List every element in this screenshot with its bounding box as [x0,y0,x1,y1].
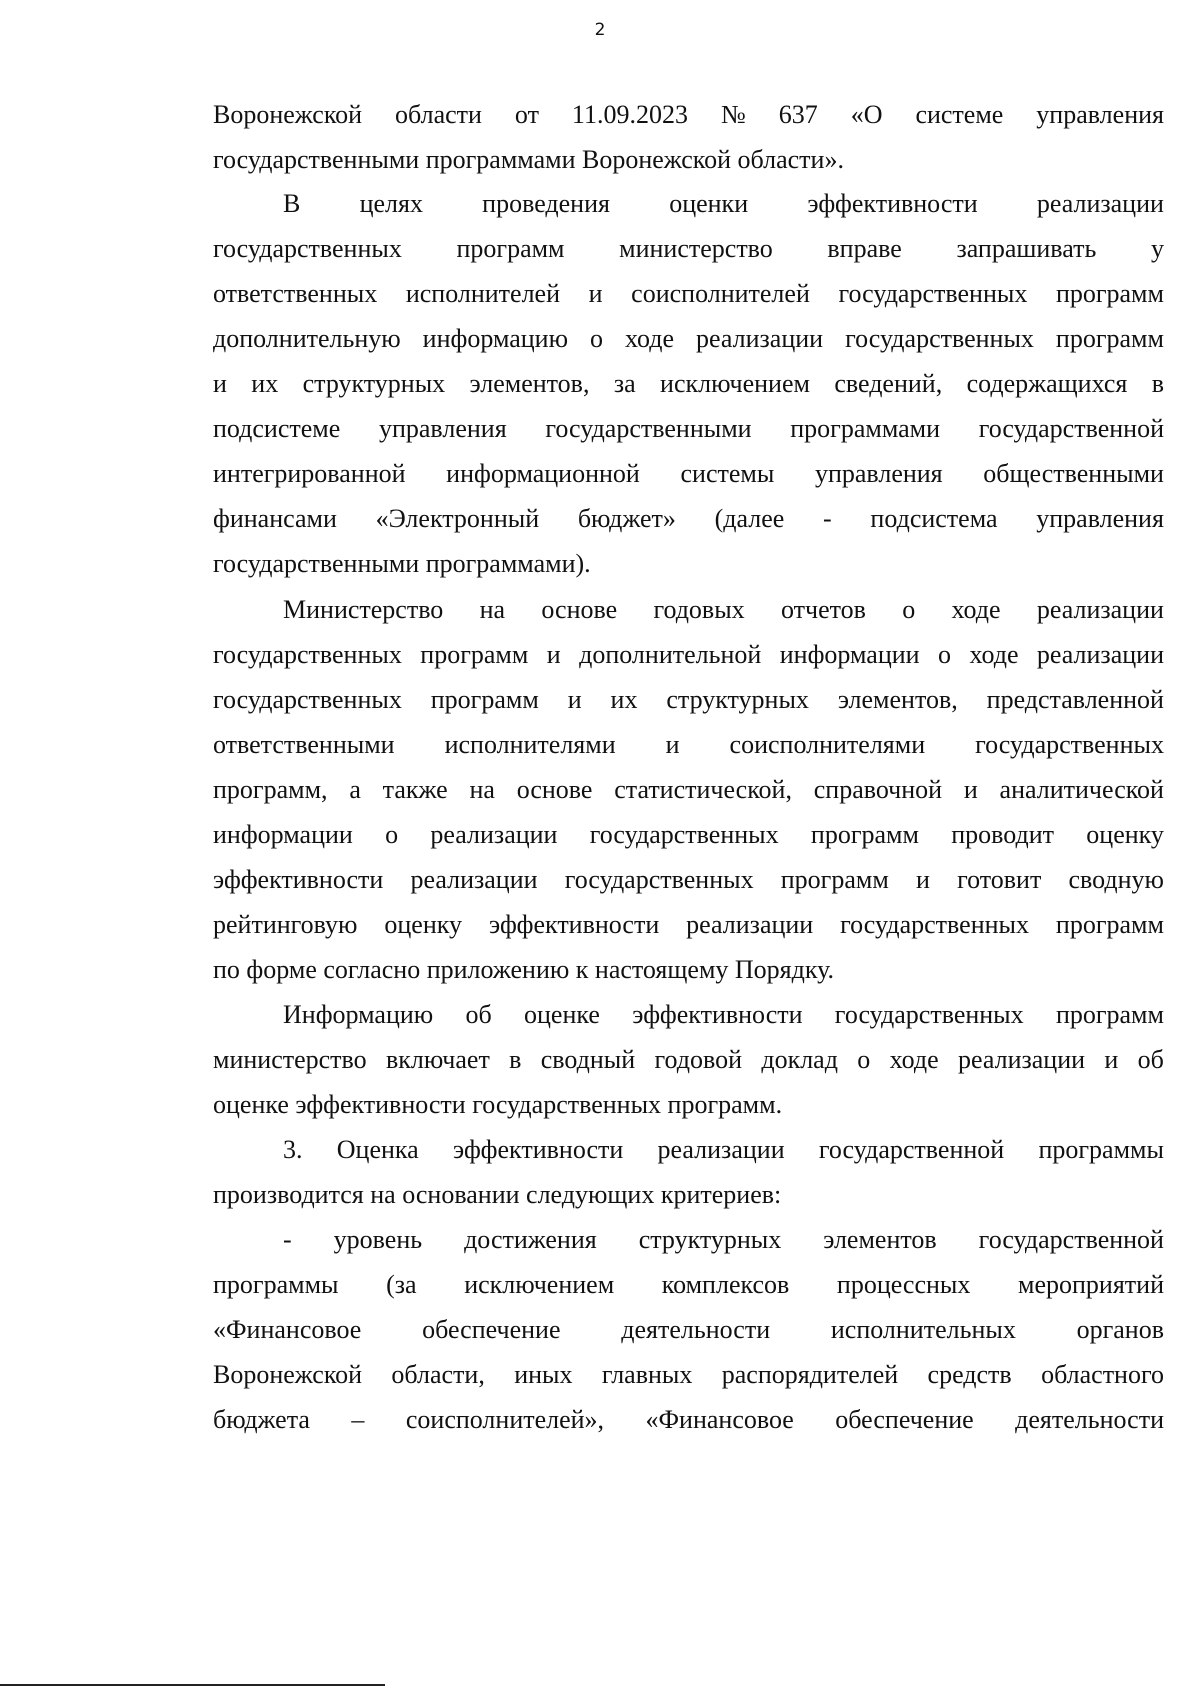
word: интегрированной [213,459,406,488]
word: управления [814,459,943,488]
word: государственных [589,820,779,849]
word: государственных [845,324,1034,353]
text-line [213,459,1164,489]
word: и [213,369,227,398]
word: деятельности [1015,1405,1164,1434]
word: о [902,595,916,624]
word: их [610,685,638,714]
text-line: производится на основании следующих критериев: [213,1180,782,1209]
word: эффективности [452,1135,624,1164]
word: информационной [446,459,640,488]
word: реализации [696,324,824,353]
word: о [385,820,399,849]
word: подсистеме [213,414,341,443]
word: средств [927,1360,1012,1389]
word: программ [1055,279,1164,308]
word: (далее [714,504,785,533]
word: структурных [666,685,809,714]
word: достижения [464,1225,597,1254]
word: программ [420,640,529,669]
word: Министерство [283,595,444,624]
word: реализации [430,820,558,849]
word: о [857,1045,871,1074]
word: сведений, [834,369,943,398]
word: 3. [283,1135,303,1164]
word: о [938,640,952,669]
word: Воронежской [213,1360,363,1389]
word: программ [810,820,919,849]
word: управления [378,414,507,443]
word: исключением [660,369,810,398]
word: вправе [827,234,902,263]
word: обеспечение [422,1315,561,1344]
word: программ [430,685,539,714]
word: включает [385,1045,490,1074]
word: в [509,1045,522,1074]
word: ответственных [213,279,378,308]
word: государственных [564,865,754,894]
word: в [1151,369,1164,398]
word: аналитической [999,775,1164,804]
word: реализации [1036,189,1164,218]
text-line: оценке эффективности государственных программ. [213,1090,783,1119]
word: и [963,775,978,804]
word: финансами [213,504,337,533]
word: и [546,640,561,669]
word: программами [790,414,941,443]
word: государственной [978,414,1164,443]
word: подсистема [870,504,998,533]
word: об [465,1000,492,1029]
word: у [1150,234,1164,263]
word: исполнителями [444,730,616,759]
word: государственных [213,234,402,263]
word: и [567,685,582,714]
word: управления [1036,504,1164,533]
word: годовых [653,595,745,624]
word: рейтинговую [213,910,358,939]
word: программы [1038,1135,1164,1164]
word: содержащихся [966,369,1128,398]
word: обеспечение [835,1405,974,1434]
word: государственных [838,279,1028,308]
word: о [590,324,604,353]
text-line [213,685,1164,715]
text-line [213,640,1164,670]
text-line [213,1315,1164,1345]
word: и [1104,1045,1119,1074]
page-number: 2 [594,20,606,40]
word: исключением [464,1270,615,1299]
word: за [613,369,636,398]
word: 637 [778,100,818,129]
word: программ [456,234,565,263]
word: реализации [410,865,538,894]
text-line [283,189,1164,219]
word: соисполнителями [729,730,926,759]
text-line [213,1405,1164,1435]
word: структурных [302,369,446,398]
word: готовит [957,865,1042,894]
word: основе [541,595,618,624]
word: основе [516,775,593,804]
word: статистической, [614,775,792,804]
word: деятельности [621,1315,771,1344]
word: ходе [969,640,1019,669]
word: государственными [545,414,752,443]
word: ходе [889,1045,939,1074]
word: - [823,504,832,533]
word: программ [1055,1000,1164,1029]
text-line [213,865,1164,895]
word: - [283,1225,292,1254]
word: а [349,775,361,804]
word: соисполнителей», [405,1405,605,1434]
word: годовой [654,1045,743,1074]
text-line [213,369,1164,399]
text-line [213,234,1164,264]
word: элементов, [837,685,958,714]
word: «Финансовое [213,1315,362,1344]
text-line [213,910,1164,940]
word: общественными [983,459,1164,488]
word: доклад [761,1045,838,1074]
word: бюджета [213,1405,310,1434]
word: реализации [957,1045,1086,1074]
text-line [213,414,1164,444]
word: ответственными [213,730,395,759]
word: программ [1055,910,1164,939]
word: оценки [669,189,749,218]
word: элементов [823,1225,937,1254]
word: бюджет» [577,504,676,533]
word: информации [213,820,353,849]
word: и [665,730,680,759]
word: информации [779,640,920,669]
word: представленной [986,685,1164,714]
word: области [395,100,482,129]
word: их [251,369,279,398]
text-line: государственными программами Воронежской области». [213,145,844,174]
word: системы [680,459,775,488]
word: «О [850,100,883,129]
word: № [720,100,746,129]
text-line [283,1225,1164,1255]
word: мероприятий [1018,1270,1164,1299]
word: государственных [975,730,1164,759]
word: на [479,595,506,624]
word: ходе [951,595,1001,624]
text-line [283,1000,1164,1030]
word: комплексов [661,1270,790,1299]
word: системе [915,100,1004,129]
word: управления [1036,100,1164,129]
text-line [213,1270,1164,1300]
word: главных [601,1360,693,1389]
word: отчетов [780,595,866,624]
word: Воронежской [213,100,363,129]
word: эффективности [632,1000,803,1029]
word: и [588,279,603,308]
word: реализации [657,1135,785,1164]
word: государственных [213,685,402,714]
word: оценке [524,1000,600,1029]
word: государственной [978,1225,1164,1254]
word: программ, [213,775,328,804]
word: распорядителей [721,1360,899,1389]
word: (за [386,1270,417,1299]
word: и [915,865,930,894]
word: структурных [638,1225,782,1254]
word: программ [780,865,889,894]
word: об [1137,1045,1164,1074]
word: В [283,189,301,218]
word: областного [1041,1360,1164,1389]
word: «Финансовое [645,1405,794,1434]
text-line [213,324,1164,354]
word: проводит [951,820,1054,849]
text-line [213,1360,1164,1390]
word: эффективности [807,189,978,218]
word: «Электронный [375,504,540,533]
text-line [213,1045,1164,1075]
word: Информацию [283,1000,434,1029]
text-line [213,730,1164,760]
text-line [283,595,1164,625]
text-line [213,100,1164,130]
word: справочной [813,775,943,804]
word: государственной [818,1135,1005,1164]
word: области, [391,1360,485,1389]
word: ходе [625,324,675,353]
text-line [213,820,1164,850]
word: иных [514,1360,573,1389]
text-line [213,504,1164,534]
word: оценку [1086,820,1164,849]
word: – [351,1405,365,1434]
word: также [382,775,448,804]
text-line [213,775,1164,805]
word: исполнителей [405,279,561,308]
word: процессных [836,1270,971,1299]
word: информацию [422,324,569,353]
word: дополнительной [579,640,762,669]
word: органов [1076,1315,1164,1344]
text-line [283,1135,1164,1165]
word: сводную [1068,865,1164,894]
word: исполнительных [830,1315,1016,1344]
word: от [514,100,539,129]
word: программ [1055,324,1164,353]
word: целях [359,189,423,218]
word: программы [213,1270,339,1299]
text-line: государственными программами). [213,549,591,578]
word: реализации [1036,595,1164,624]
word: государственных [213,640,402,669]
word: реализации [1036,640,1164,669]
word: элементов, [469,369,590,398]
word: государственных [840,910,1029,939]
text-line: по форме согласно приложению к настоящему Порядку. [213,955,835,984]
word: Оценка [336,1135,419,1164]
word: министерство [213,1045,367,1074]
word: проведения [482,189,610,218]
word: соисполнителей [631,279,810,308]
word: министерство [619,234,773,263]
word: реализации [686,910,814,939]
text-line [213,279,1164,309]
word: запрашивать [956,234,1097,263]
word: уровень [333,1225,423,1254]
word: эффективности [213,865,384,894]
word: 11.09.2023 [571,100,688,129]
word: дополнительную [213,324,401,353]
word: на [469,775,495,804]
footer-rule [0,1684,385,1686]
word: сводный [540,1045,636,1074]
word: эффективности [488,910,660,939]
word: государственных [834,1000,1024,1029]
word: оценку [384,910,463,939]
